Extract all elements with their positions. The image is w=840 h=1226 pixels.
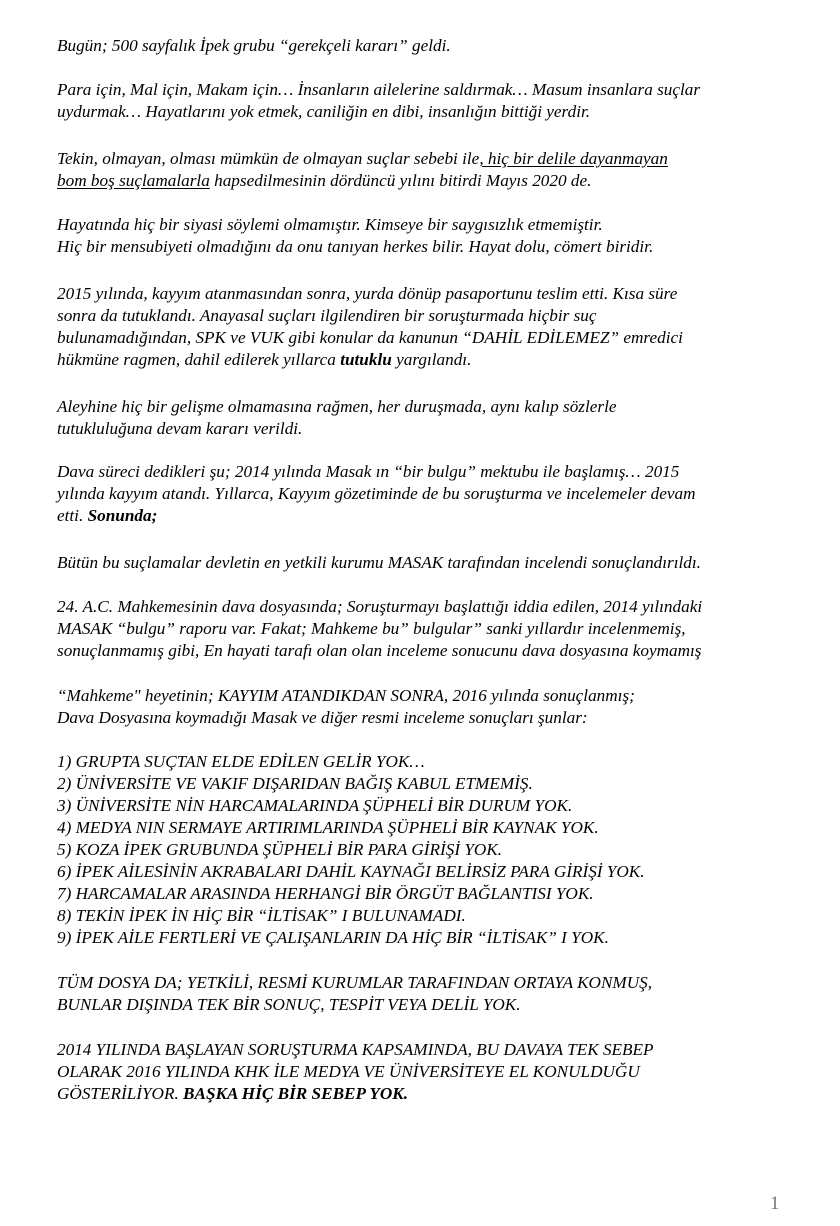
text-line: Dava Dosyasına koymadığı Masak ve diğer resmi inceleme sonuçları şunlar: (57, 708, 588, 727)
text-line: 24. A.C. Mahkemesinin dava dosyasında; Soruşturmayı başlattığı iddia edilen, 2014 yılındaki (57, 597, 703, 616)
paragraph-intro (57, 35, 792, 57)
findings-list (57, 751, 792, 949)
paragraph-results-intro (57, 685, 792, 729)
bold-text: BAŞKA HİÇ BİR SEBEP YOK. (183, 1084, 409, 1103)
text-line: Bugün; 500 sayfalık İpek grubu “gerekçeli kararı” geldi. (57, 36, 451, 55)
text-line (57, 505, 792, 527)
text-run: hapsedilmesinin dördüncü yılını bitirdi Mayıs 2020 de. (209, 171, 592, 190)
underlined-text: , hiç bir delile dayanmayan (479, 149, 668, 168)
text-line: TÜM DOSYA DA; YETKİLİ, RESMİ KURUMLAR TARAFINDAN ORTAYA KONMUŞ, (57, 973, 653, 992)
page-number: 1 (770, 1193, 780, 1214)
paragraph-character (57, 214, 792, 258)
text-line (57, 148, 792, 170)
bold-text: Sonunda; (87, 506, 158, 525)
text-line: 2015 yılında, kayyım atanmasından sonra, yurda dönüp pasaportunu teslim etti. Kısa süre (57, 284, 678, 303)
list-item: 5) KOZA İPEK GRUBUNDA ŞÜPHELİ BİR PARA GİRİŞİ YOK. (57, 840, 503, 859)
list-item: 4) MEDYA NIN SERMAYE ARTIRIMLARINDA ŞÜPHELİ BİR KAYNAK YOK. (57, 818, 599, 837)
text-line: tutukluluğuna devam kararı verildi. (57, 419, 303, 438)
text-line: Para için, Mal için, Makam için… İnsanların ailelerine saldırmak… Masum insanlara suçlar (57, 80, 701, 99)
text-run: yargılandı. (391, 350, 472, 369)
paragraph-conclusion (57, 972, 792, 1016)
list-item: 6) İPEK AİLESİNİN AKRABALARI DAHİL KAYNAĞI BELİRSİZ PARA GİRİŞİ YOK. (57, 862, 645, 881)
text-line: “Mahkeme" heyetinin; KAYYIM ATANDIKDAN SONRA, 2016 yılında sonuçlanmış; (57, 686, 635, 705)
text-line: Aleyhine hiç bir gelişme olmamasına rağmen, her duruşmada, aynı kalıp sözlerle (57, 397, 617, 416)
text-run: GÖSTERİLİYOR. (57, 1084, 184, 1103)
text-line: sonuçlanmamış gibi, En hayati tarafı olan olan inceleme sonucunu dava dosyasına koymamış (57, 641, 702, 660)
text-line (57, 1083, 792, 1105)
text-line (57, 349, 792, 371)
paragraph-process (57, 461, 792, 527)
paragraph-detention (57, 396, 792, 440)
bold-text: tutuklu (340, 350, 392, 369)
list-item: 2) ÜNİVERSİTE VE VAKIF DIŞARIDAN BAĞIŞ KABUL ETMEMİŞ. (57, 774, 533, 793)
paragraph-masak (57, 552, 792, 574)
text-line: bulunamadığından, SPK ve VUK gibi konular da kanunun “DAHİL EDİLEMEZ” emredici (57, 328, 683, 347)
text-line: MASAK “bulgu” raporu var. Fakat; Mahkeme bu” bulgular” sanki yıllardır incelenmemiş, (57, 619, 686, 638)
text-run: hükmüne ragmen, dahil edilerek yıllarca (57, 350, 341, 369)
paragraph-2015 (57, 283, 792, 371)
list-item: 9) İPEK AİLE FERTLERİ VE ÇALIŞANLARIN DA HİÇ BİR “İLTİSAK” I YOK. (57, 928, 609, 947)
text-line: uydurmak… Hayatlarını yok etmek, caniliğin en dibi, insanlığın bittiği yerdir. (57, 102, 591, 121)
paragraph-final (57, 1039, 792, 1105)
text-line: Hiç bir mensubiyeti olmadığını da onu tanıyan herkes bilir. Hayat dolu, cömert biridir. (57, 237, 654, 256)
text-run: etti. (57, 506, 88, 525)
text-line: 2014 YILINDA BAŞLAYAN SORUŞTURMA KAPSAMINDA, BU DAVAYA TEK SEBEP (57, 1040, 654, 1059)
text-line: yılında kayyım atandı. Yıllarca, Kayyım gözetiminde de bu soruşturma ve incelemeler devam (57, 484, 696, 503)
paragraph-motive (57, 79, 792, 123)
text-line: BUNLAR DIŞINDA TEK BİR SONUÇ, TESPİT VEYA DELİL YOK. (57, 995, 521, 1014)
list-item: 3) ÜNİVERSİTE NİN HARCAMALARINDA ŞÜPHELİ BİR DURUM YOK. (57, 796, 573, 815)
text-line: Bütün bu suçlamalar devletin en yetkili kurumu MASAK tarafından incelendi sonuçlandırıldı. (57, 553, 701, 572)
text-line (57, 170, 792, 192)
underlined-text: bom boş suçlamalarla (57, 171, 210, 190)
list-item: 8) TEKİN İPEK İN HİÇ BİR “İLTİSAK” I BULUNAMADI. (57, 906, 466, 925)
text-run: Tekin, olmayan, olması mümkün de olmayan suçlar sebebi ile (57, 149, 480, 168)
paragraph-court-file (57, 596, 792, 662)
list-item: 1) GRUPTA SUÇTAN ELDE EDİLEN GELİR YOK… (57, 752, 425, 771)
list-item: 7) HARCAMALAR ARASINDA HERHANGİ BİR ÖRGÜT BAĞLANTISI YOK. (57, 884, 594, 903)
text-line: sonra da tutuklandı. Anayasal suçları ilgilendiren bir soruşturmada hiçbir suç (57, 306, 597, 325)
text-line: OLARAK 2016 YILINDA KHK İLE MEDYA VE ÜNİVERSİTEYE EL KONULDUĞU (57, 1062, 640, 1081)
text-line: Dava süreci dedikleri şu; 2014 yılında Masak ın “bir bulgu” mektubu ile başlamış… 2015 (57, 462, 680, 481)
paragraph-imprisonment (57, 148, 792, 192)
text-line: Hayatında hiç bir siyasi söylemi olmamıştır. Kimseye bir saygısızlık etmemiştir. (57, 215, 603, 234)
